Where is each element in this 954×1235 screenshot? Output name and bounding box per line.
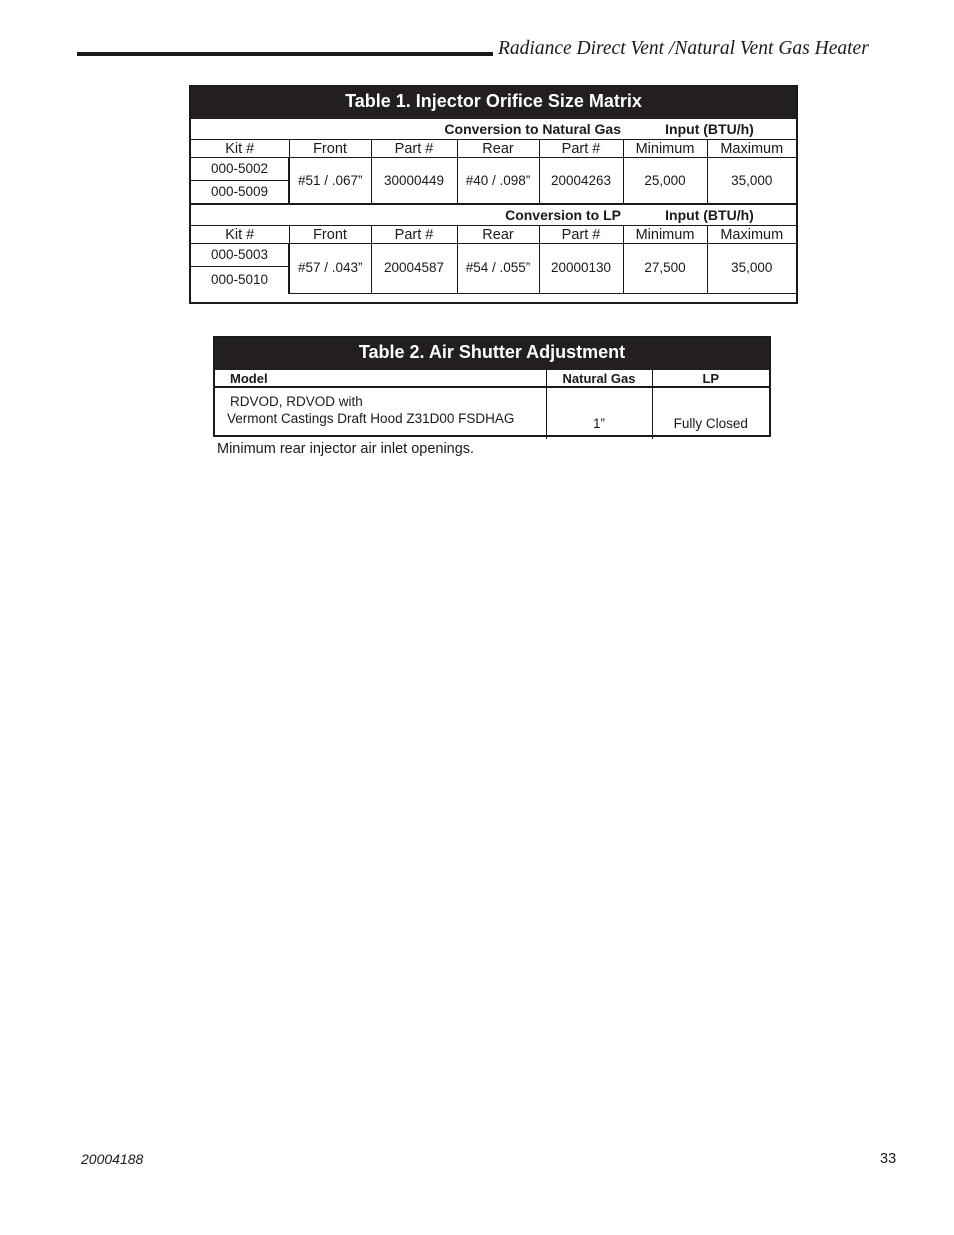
kit-number: 000-5010	[191, 267, 289, 294]
front-part-number: 30000449	[371, 158, 457, 205]
air-shutter-table	[213, 336, 771, 437]
header-rule	[77, 52, 493, 56]
page-number: 33	[880, 1151, 897, 1167]
rear-orifice: #54 / .055”	[457, 244, 539, 294]
col-minimum: Minimum	[623, 226, 707, 244]
col-maximum: Maximum	[707, 226, 796, 244]
lp-value: Fully Closed	[652, 387, 769, 439]
lp-input-label: Input (BTU/h)	[623, 204, 796, 226]
col-rear-part: Part #	[539, 140, 623, 158]
col-minimum: Minimum	[623, 140, 707, 158]
lp-section-label: Conversion to LP	[191, 204, 623, 226]
document-number: 20004188	[81, 1151, 144, 1167]
model-cell	[215, 387, 546, 439]
col-rear-part: Part #	[539, 226, 623, 244]
kit-number: 000-5003	[191, 244, 289, 267]
col-rear: Rear	[457, 226, 539, 244]
rear-part-number: 20004263	[539, 158, 623, 205]
injector-orifice-table	[189, 85, 798, 304]
col-front-part: Part #	[371, 226, 457, 244]
col-kit: Kit #	[191, 226, 289, 244]
kit-number: 000-5009	[191, 181, 289, 205]
front-orifice: #51 / .067”	[289, 158, 371, 205]
model-line1: RDVOD, RDVOD with	[230, 394, 363, 409]
table2-note: Minimum rear injector air inlet openings.	[217, 441, 475, 457]
air-shutter-grid	[215, 370, 769, 439]
col-front: Front	[289, 226, 371, 244]
natural-gas-section-row	[191, 119, 796, 140]
table-row	[191, 244, 796, 267]
table2-title: Table 2. Air Shutter Adjustment	[215, 338, 769, 370]
lp-header-row	[191, 226, 796, 244]
col-model: Model	[215, 370, 546, 387]
kit-number: 000-5002	[191, 158, 289, 181]
air-shutter-header-row	[215, 370, 769, 387]
input-minimum: 27,500	[623, 244, 707, 294]
table-row	[191, 158, 796, 181]
input-maximum: 35,000	[707, 158, 796, 205]
natural-gas-section-label: Conversion to Natural Gas	[191, 119, 623, 140]
natural-gas-value: 1”	[546, 387, 652, 439]
natural-gas-input-label: Input (BTU/h)	[623, 119, 796, 140]
col-front: Front	[289, 140, 371, 158]
col-rear: Rear	[457, 140, 539, 158]
header-title: Radiance Direct Vent /Natural Vent Gas Heater	[498, 38, 869, 59]
col-lp: LP	[652, 370, 769, 387]
table1-title: Table 1. Injector Orifice Size Matrix	[191, 87, 796, 119]
front-orifice: #57 / .043”	[289, 244, 371, 294]
col-natural-gas: Natural Gas	[546, 370, 652, 387]
input-minimum: 25,000	[623, 158, 707, 205]
natural-gas-header-row	[191, 140, 796, 158]
col-front-part: Part #	[371, 140, 457, 158]
col-kit: Kit #	[191, 140, 289, 158]
model-line2: Vermont Castings Draft Hood Z31D00 FSDHAG	[227, 411, 515, 426]
rear-orifice: #40 / .098”	[457, 158, 539, 205]
table-row	[215, 387, 769, 439]
front-part-number: 20004587	[371, 244, 457, 294]
col-maximum: Maximum	[707, 140, 796, 158]
lp-section-row	[191, 204, 796, 226]
input-maximum: 35,000	[707, 244, 796, 294]
injector-orifice-grid	[191, 119, 796, 294]
rear-part-number: 20000130	[539, 244, 623, 294]
